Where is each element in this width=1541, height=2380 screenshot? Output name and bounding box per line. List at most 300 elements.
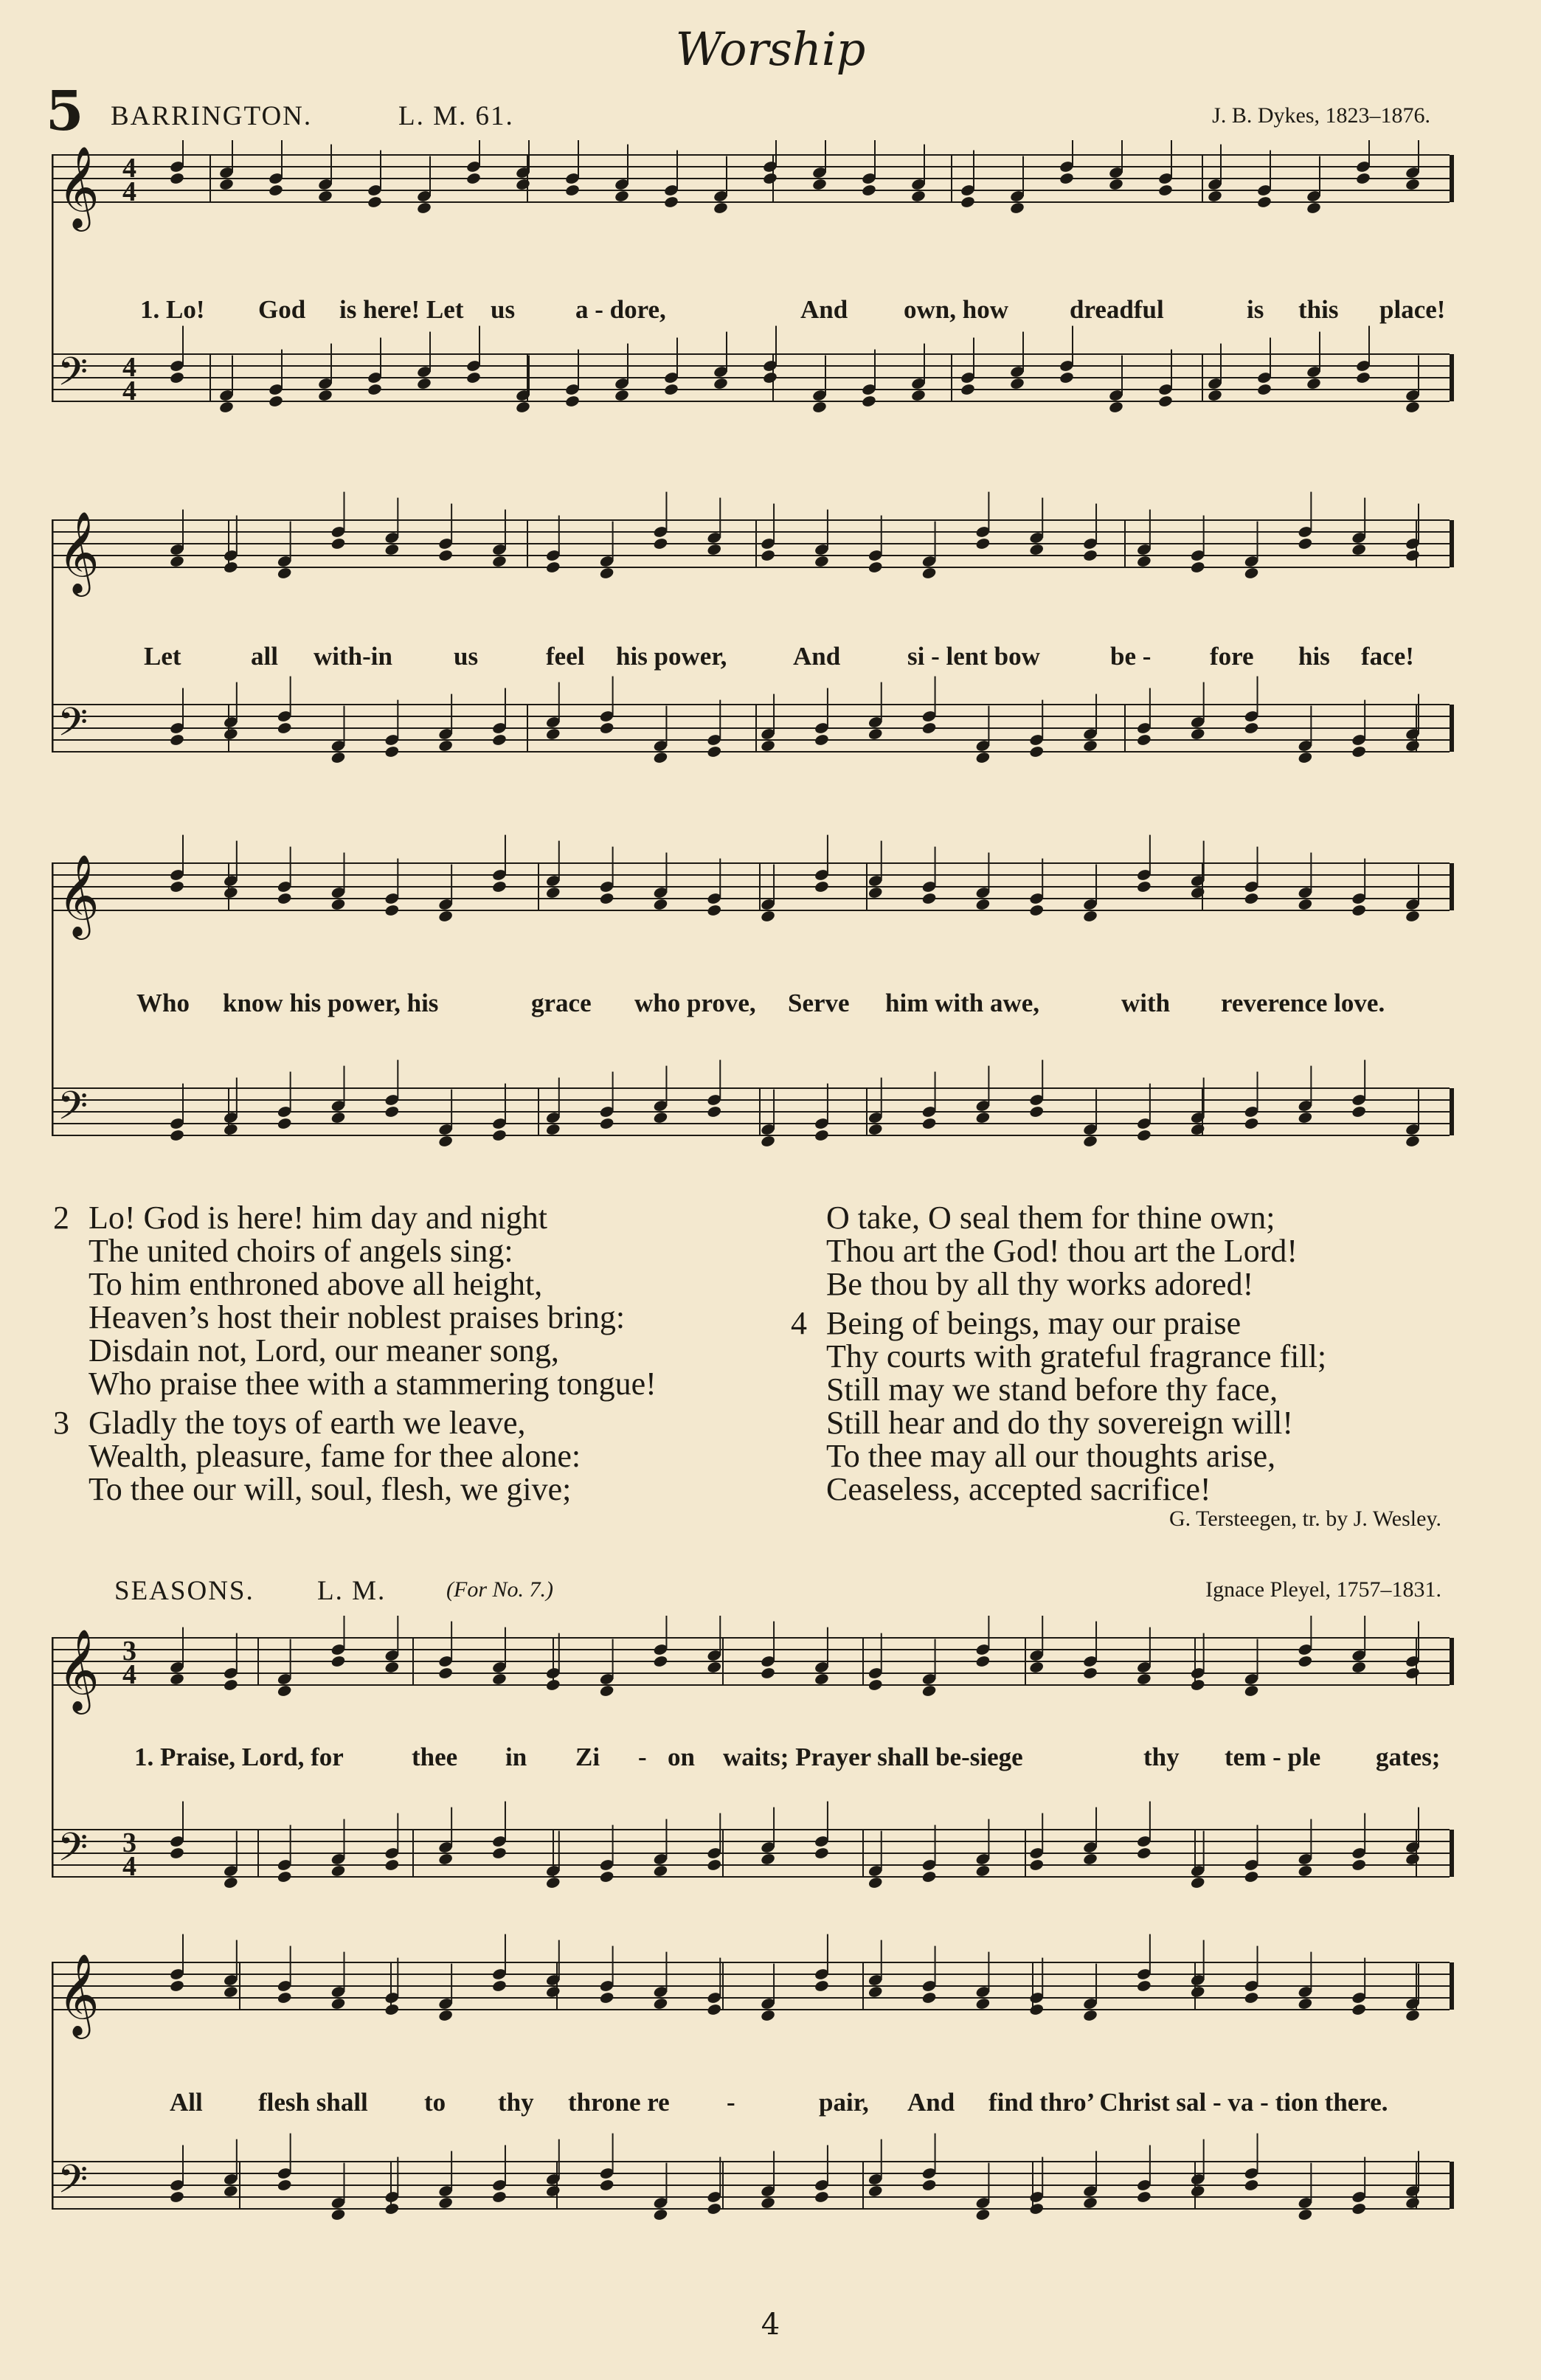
- note-head: [868, 2184, 883, 2198]
- note-head: [1190, 1123, 1205, 1136]
- note-head: [760, 1135, 775, 1148]
- note-head: [1029, 1105, 1045, 1118]
- note-head: [277, 1117, 292, 1130]
- note-head: [599, 1117, 614, 1130]
- time-signature-bottom: 4: [122, 176, 136, 207]
- lyric-syllable: -: [638, 1743, 647, 1771]
- note-head: [814, 2190, 829, 2204]
- note-head: [1082, 549, 1098, 562]
- lyric-syllable: si - lent bow: [907, 642, 1040, 671]
- lyric-syllable: with-in: [314, 642, 392, 671]
- note-head: [330, 537, 346, 550]
- hymn-number: 5: [46, 80, 84, 143]
- note-head: [921, 1991, 937, 2004]
- note-head: [599, 892, 614, 905]
- note-head: [921, 722, 937, 735]
- lyric-syllable: tem - ple: [1225, 1743, 1321, 1771]
- verse-column-right: [791, 1201, 1326, 1506]
- note-head: [277, 567, 292, 580]
- note-head: [960, 196, 975, 209]
- note-head: [1136, 555, 1152, 568]
- composer-credit: Ignace Pleyel, 1757–1831.: [1205, 1577, 1441, 1602]
- bass-clef-icon: 𝄢: [58, 1084, 89, 1138]
- note-head: [1351, 543, 1366, 556]
- note-head: [1190, 886, 1205, 899]
- note-head: [169, 880, 184, 893]
- note-head: [169, 2190, 184, 2204]
- note-head: [653, 898, 668, 911]
- note-head: [416, 377, 432, 390]
- note-head: [1405, 2196, 1420, 2210]
- lyric-syllable: Serve: [788, 989, 850, 1017]
- time-signature-bottom: 4: [122, 1851, 136, 1882]
- note-head: [760, 2009, 775, 2022]
- note-head: [653, 1864, 668, 1878]
- note-head: [1405, 910, 1420, 923]
- note-head: [169, 733, 184, 747]
- verse-number: 4: [791, 1305, 807, 1341]
- note-head: [515, 178, 530, 191]
- note-head: [1029, 1858, 1045, 1872]
- note-head: [811, 401, 827, 414]
- lyric-syllable: thy: [498, 2088, 534, 2117]
- note-head: [760, 910, 775, 923]
- note-head: [868, 1985, 883, 1999]
- lyric-syllable: gates;: [1376, 1743, 1441, 1771]
- bass-clef-icon: 𝄢: [58, 1825, 89, 1880]
- note-head: [465, 371, 481, 384]
- note-head: [814, 1129, 829, 1142]
- lyric-syllable: grace: [531, 989, 592, 1017]
- note-head: [921, 1870, 937, 1883]
- note-head: [384, 1661, 400, 1674]
- note-head: [1029, 904, 1045, 917]
- verse-line: To thee may all our thoughts arise,: [826, 1438, 1276, 1474]
- time-signature-bottom: 4: [122, 1659, 136, 1690]
- note-head: [707, 2202, 722, 2215]
- note-head: [814, 1672, 829, 1686]
- note-head: [921, 1117, 937, 1130]
- note-head: [614, 389, 629, 402]
- note-head: [1244, 1991, 1259, 2004]
- note-head: [599, 1684, 614, 1698]
- note-head: [814, 880, 829, 893]
- note-head: [1190, 727, 1205, 741]
- text-attribution: G. Tersteegen, tr. by J. Wesley.: [1168, 1506, 1441, 1531]
- note-head: [465, 172, 481, 185]
- note-head: [564, 184, 580, 197]
- lyric-syllable: be -: [1110, 642, 1152, 671]
- note-head: [760, 739, 775, 753]
- note-head: [975, 1864, 991, 1878]
- note-head: [384, 904, 400, 917]
- note-head: [277, 892, 292, 905]
- lyric-syllable: is here! Let: [339, 295, 464, 324]
- note-head: [491, 880, 507, 893]
- note-head: [1405, 739, 1420, 753]
- note-head: [921, 892, 937, 905]
- note-head: [713, 377, 728, 390]
- note-head: [564, 395, 580, 408]
- note-head: [545, 727, 561, 741]
- note-head: [1082, 1853, 1098, 1866]
- note-head: [1136, 733, 1152, 747]
- note-head: [760, 1853, 775, 1866]
- treble-clef-icon: 𝄞: [58, 854, 100, 936]
- note-head: [268, 395, 283, 408]
- note-head: [169, 1847, 184, 1860]
- note-head: [169, 1672, 184, 1686]
- note-head: [218, 178, 234, 191]
- note-head: [1256, 383, 1272, 396]
- note-head: [921, 2179, 937, 2192]
- note-head: [1157, 184, 1173, 197]
- note-head: [491, 733, 507, 747]
- note-head: [1029, 2003, 1045, 2016]
- verse-line: Ceaseless, accepted sacrifice!: [826, 1471, 1211, 1507]
- note-head: [416, 201, 432, 215]
- verse-number: 3: [53, 1405, 69, 1441]
- note-head: [861, 184, 876, 197]
- lyric-syllable: face!: [1361, 642, 1414, 671]
- lyric-syllable: And: [800, 295, 848, 324]
- note-head: [367, 383, 382, 396]
- note-head: [960, 383, 975, 396]
- tune-meter: L. M.: [317, 1576, 387, 1606]
- note-head: [1190, 1876, 1205, 1889]
- note-head: [1298, 1111, 1313, 1124]
- note-head: [1136, 1847, 1152, 1860]
- treble-clef-icon: 𝄞: [58, 145, 100, 228]
- treble-clef-icon: 𝄞: [58, 1953, 100, 2035]
- note-head: [921, 567, 937, 580]
- note-head: [868, 561, 883, 574]
- verse-line: Still hear and do thy sovereign will!: [826, 1405, 1293, 1441]
- note-head: [545, 561, 561, 574]
- lyric-syllable: God: [258, 295, 306, 324]
- note-head: [1256, 196, 1272, 209]
- lyric-syllable: reverence love.: [1221, 989, 1385, 1017]
- verse-line: Still may we stand before thy face,: [826, 1371, 1278, 1408]
- note-head: [1351, 2202, 1366, 2215]
- time-signature-top: 3: [122, 1636, 136, 1667]
- note-head: [1029, 1661, 1045, 1674]
- note-head: [1244, 892, 1259, 905]
- note-head: [491, 555, 507, 568]
- note-head: [268, 184, 283, 197]
- note-head: [1405, 2009, 1420, 2022]
- note-head: [975, 2208, 991, 2221]
- note-head: [1298, 537, 1313, 550]
- note-head: [384, 1858, 400, 1872]
- music-system: [52, 140, 1479, 450]
- note-head: [330, 1997, 346, 2010]
- note-head: [437, 1667, 453, 1680]
- note-head: [223, 1678, 238, 1692]
- music-system: [52, 1933, 1479, 2272]
- note-head: [1298, 2208, 1313, 2221]
- lyric-syllable: 1. Lo!: [140, 295, 205, 324]
- lyric-syllable: dreadful: [1070, 295, 1164, 324]
- note-head: [653, 1111, 668, 1124]
- tune-meter: L. M. 61.: [398, 101, 514, 131]
- lyric-syllable: a - dore,: [575, 295, 666, 324]
- time-signature-top: 4: [122, 352, 136, 383]
- lyric-syllable: who prove,: [634, 989, 756, 1017]
- note-head: [1082, 739, 1098, 753]
- note-head: [330, 1864, 346, 1878]
- note-head: [1351, 904, 1366, 917]
- note-head: [1082, 2009, 1098, 2022]
- note-head: [1306, 201, 1321, 215]
- lyric-syllable: thy: [1143, 1743, 1180, 1771]
- note-head: [1355, 172, 1371, 185]
- note-head: [599, 1870, 614, 1883]
- note-head: [330, 1655, 346, 1668]
- note-head: [921, 1684, 937, 1698]
- note-head: [1207, 389, 1222, 402]
- note-head: [317, 389, 333, 402]
- note-head: [1405, 401, 1420, 414]
- music-system: [52, 826, 1479, 1151]
- note-head: [223, 561, 238, 574]
- lyric-syllable: Who: [136, 989, 190, 1017]
- note-head: [1298, 1864, 1313, 1878]
- note-head: [868, 1123, 883, 1136]
- note-head: [545, 1678, 561, 1692]
- lyric-syllable: on: [668, 1743, 695, 1771]
- music-system: [52, 483, 1479, 800]
- note-head: [545, 1985, 561, 1999]
- note-head: [975, 898, 991, 911]
- lyric-syllable: thee: [412, 1743, 458, 1771]
- note-head: [437, 2009, 453, 2022]
- time-signature-top: 3: [122, 1827, 136, 1858]
- note-head: [223, 727, 238, 741]
- note-head: [1244, 1870, 1259, 1883]
- lyric-syllable: waits; Prayer shall be-siege: [723, 1743, 1023, 1771]
- note-head: [1136, 1672, 1152, 1686]
- note-head: [1351, 1858, 1366, 1872]
- verse-line: O take, O seal them for thine own;: [826, 1200, 1275, 1236]
- cross-reference-note: (For No. 7.): [446, 1577, 553, 1602]
- note-head: [1244, 722, 1259, 735]
- note-head: [169, 555, 184, 568]
- treble-clef-icon: 𝄞: [58, 511, 100, 593]
- note-head: [223, 1876, 238, 1889]
- verse-line: Thy courts with grateful fragrance fill;: [826, 1338, 1327, 1374]
- note-head: [223, 2184, 238, 2198]
- note-head: [975, 751, 991, 764]
- verse-line: Be thou by all thy works adored!: [826, 1266, 1254, 1302]
- note-head: [317, 190, 333, 203]
- note-head: [707, 904, 722, 917]
- note-head: [1059, 371, 1074, 384]
- note-head: [223, 886, 238, 899]
- note-head: [1157, 395, 1173, 408]
- note-head: [1136, 1129, 1152, 1142]
- section-title: Worship: [675, 22, 866, 76]
- verse-column-left: [53, 1201, 657, 1506]
- note-head: [545, 2184, 561, 2198]
- verse-line: To him enthroned above all height,: [89, 1266, 543, 1302]
- note-head: [707, 1661, 722, 1674]
- note-head: [1136, 2190, 1152, 2204]
- lyric-syllable: all: [251, 642, 278, 671]
- note-head: [707, 1858, 722, 1872]
- note-head: [663, 383, 679, 396]
- note-head: [330, 2208, 346, 2221]
- lyric-syllable: place!: [1379, 295, 1446, 324]
- note-head: [491, 1979, 507, 1993]
- lyric-syllable: pair,: [819, 2088, 869, 2117]
- note-head: [384, 2003, 400, 2016]
- note-head: [169, 1979, 184, 1993]
- verse-line: To thee our will, soul, flesh, we give;: [89, 1471, 572, 1507]
- note-head: [277, 1870, 292, 1883]
- verse-line: Being of beings, may our praise: [826, 1305, 1242, 1341]
- note-head: [1190, 561, 1205, 574]
- note-head: [1405, 1853, 1420, 1866]
- note-head: [760, 2196, 775, 2210]
- note-head: [491, 1847, 507, 1860]
- lyric-syllable: flesh shall: [258, 2088, 368, 2117]
- note-head: [1207, 190, 1222, 203]
- lyric-syllable: find thro’ Christ sal - va - tion there.: [988, 2088, 1388, 2117]
- note-head: [653, 537, 668, 550]
- lyric-syllable: us: [491, 295, 516, 324]
- lyric-syllable: fore: [1210, 642, 1254, 671]
- note-head: [1351, 2003, 1366, 2016]
- note-head: [1351, 745, 1366, 758]
- note-head: [814, 733, 829, 747]
- lyric-syllable: his power,: [616, 642, 727, 671]
- note-head: [1298, 1997, 1313, 2010]
- note-head: [384, 745, 400, 758]
- note-head: [762, 172, 778, 185]
- note-head: [663, 196, 679, 209]
- note-head: [1009, 377, 1025, 390]
- note-head: [545, 1123, 561, 1136]
- bass-clef-icon: 𝄢: [58, 350, 89, 404]
- note-head: [1136, 1979, 1152, 1993]
- note-head: [1059, 172, 1074, 185]
- note-head: [1009, 201, 1025, 215]
- note-head: [169, 1129, 184, 1142]
- note-head: [491, 1672, 507, 1686]
- note-head: [437, 910, 453, 923]
- lyric-syllable: And: [793, 642, 841, 671]
- note-head: [868, 1876, 883, 1889]
- note-head: [367, 196, 382, 209]
- note-head: [437, 1135, 453, 1148]
- note-head: [169, 371, 184, 384]
- bass-clef-icon: 𝄢: [58, 700, 89, 755]
- lyric-syllable: throne re: [568, 2088, 670, 2117]
- lyric-syllable: to: [424, 2088, 446, 2117]
- note-head: [707, 543, 722, 556]
- note-head: [545, 886, 561, 899]
- note-head: [814, 1979, 829, 1993]
- note-head: [1405, 178, 1420, 191]
- note-head: [653, 1655, 668, 1668]
- note-head: [707, 745, 722, 758]
- note-head: [975, 537, 991, 550]
- note-head: [762, 371, 778, 384]
- note-head: [384, 1105, 400, 1118]
- verse-line: Gladly the toys of earth we leave,: [89, 1405, 526, 1441]
- note-head: [1298, 1655, 1313, 1668]
- note-head: [910, 389, 926, 402]
- lyric-syllable: him with awe,: [885, 989, 1040, 1017]
- note-head: [491, 1129, 507, 1142]
- note-head: [437, 1853, 453, 1866]
- note-head: [1082, 1667, 1098, 1680]
- note-head: [169, 172, 184, 185]
- note-head: [811, 178, 827, 191]
- note-head: [1298, 751, 1313, 764]
- verse-line: Heaven’s host their noblest praises bring:: [89, 1299, 626, 1335]
- note-head: [1190, 2184, 1205, 2198]
- note-head: [1355, 371, 1371, 384]
- note-head: [1136, 880, 1152, 893]
- note-head: [330, 898, 346, 911]
- page-number: 4: [761, 2308, 780, 2342]
- note-head: [868, 1678, 883, 1692]
- note-head: [1082, 910, 1098, 923]
- tune-name: BARRINGTON.: [111, 101, 313, 131]
- treble-clef-icon: 𝄞: [58, 1628, 100, 1711]
- note-head: [437, 2196, 453, 2210]
- note-head: [1108, 401, 1123, 414]
- note-head: [653, 1997, 668, 2010]
- note-head: [330, 751, 346, 764]
- note-head: [218, 401, 234, 414]
- note-head: [277, 1684, 292, 1698]
- verse-line: Who praise thee with a stammering tongue!: [89, 1366, 657, 1402]
- note-head: [223, 1985, 238, 1999]
- lyric-syllable: this: [1298, 295, 1339, 324]
- note-head: [277, 722, 292, 735]
- note-head: [437, 549, 453, 562]
- bass-clef-icon: 𝄢: [58, 2157, 89, 2212]
- note-head: [975, 1655, 991, 1668]
- note-head: [599, 722, 614, 735]
- lyric-syllable: -: [727, 2088, 735, 2117]
- note-head: [491, 2190, 507, 2204]
- lyric-syllable: And: [907, 2088, 955, 2117]
- lyric-syllable: Let: [144, 642, 181, 671]
- lyric-syllable: 1. Praise, Lord, for: [134, 1743, 344, 1771]
- note-head: [814, 555, 829, 568]
- note-head: [330, 1111, 346, 1124]
- lyric-syllable: know his power, his: [223, 989, 439, 1017]
- note-head: [653, 751, 668, 764]
- note-head: [1351, 1661, 1366, 1674]
- lyric-syllable: is: [1247, 295, 1264, 324]
- lyric-syllable: in: [505, 1743, 527, 1771]
- note-head: [1082, 2196, 1098, 2210]
- note-head: [1029, 745, 1045, 758]
- lyric-syllable: Zi: [575, 1743, 600, 1771]
- note-head: [1244, 567, 1259, 580]
- note-head: [599, 567, 614, 580]
- composer-credit: J. B. Dykes, 1823–1876.: [1212, 103, 1430, 128]
- note-head: [653, 2208, 668, 2221]
- verse-line: The united choirs of angels sing:: [89, 1233, 513, 1269]
- note-head: [384, 543, 400, 556]
- note-head: [1244, 1117, 1259, 1130]
